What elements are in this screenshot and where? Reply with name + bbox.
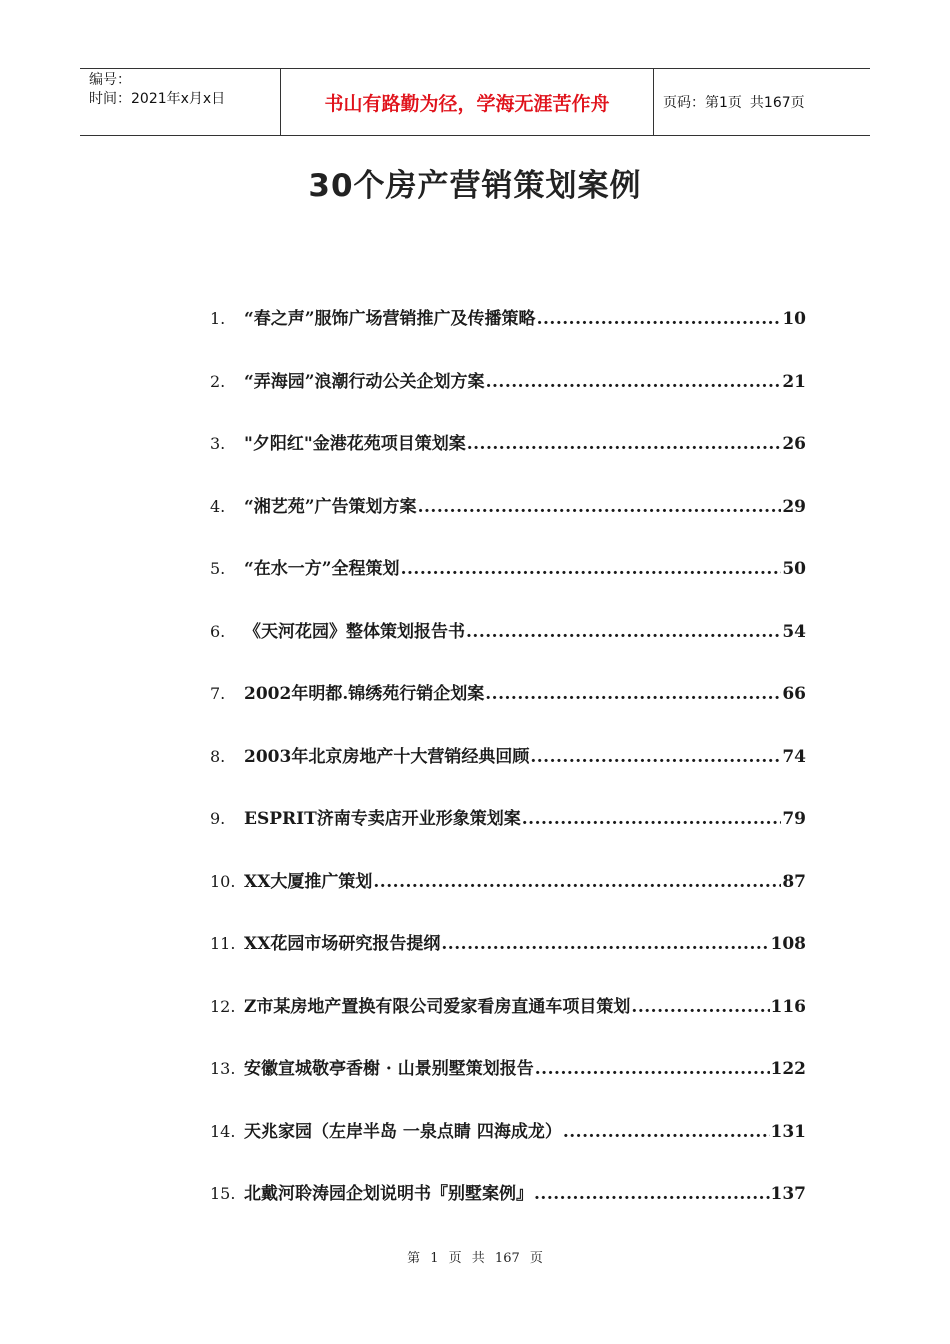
- toc-dot-leader: [466, 622, 781, 642]
- toc-dot-leader: [401, 559, 782, 579]
- toc-dot-leader: [467, 434, 782, 454]
- toc-entry-title: "夕阳红"金港花苑项目策划案: [244, 434, 466, 454]
- toc-entry[interactable]: [210, 867, 806, 930]
- toc-dot-leader: [486, 372, 782, 392]
- toc-entry-page: 87: [782, 871, 806, 892]
- toc-entry-page: 29: [782, 496, 806, 517]
- toc-entry[interactable]: [210, 804, 806, 867]
- header-page-label: 页码：第1页: [663, 95, 742, 111]
- toc-entry[interactable]: [210, 992, 806, 1055]
- page-header: [80, 68, 870, 136]
- toc-entry-number: 3.: [210, 434, 226, 453]
- toc-entry[interactable]: [210, 554, 806, 617]
- toc-entry-number: 14.: [210, 1121, 236, 1141]
- toc-dot-leader: [418, 497, 782, 517]
- toc-entry-number: 10.: [210, 871, 236, 891]
- toc-entry-title: “春之声”服饰广场营销推广及传播策略: [244, 309, 536, 329]
- toc-entry-title: 《天河花园》整体策划报告书: [244, 621, 465, 642]
- toc-entry-page: 79: [782, 809, 806, 829]
- toc-entry-page: 74: [782, 746, 806, 767]
- toc-entry-page: 137: [770, 1184, 806, 1204]
- toc-entry-title: “弄海园”浪潮行动公关企划方案: [244, 371, 485, 392]
- toc-entry-page: 108: [770, 934, 806, 954]
- toc-entry[interactable]: [210, 1054, 806, 1117]
- toc-entry-title: 2002年明都.锦绣苑行销企划案: [244, 684, 485, 704]
- header-total-label: 共167页: [749, 95, 805, 111]
- toc-dot-leader: [534, 1184, 770, 1204]
- toc-entry-number: 2.: [210, 371, 226, 391]
- toc-entry-page: 21: [782, 371, 806, 392]
- toc-entry-number: 8.: [210, 746, 226, 766]
- toc-entry-number: 5.: [210, 559, 226, 578]
- toc-dot-leader: [563, 1122, 770, 1142]
- toc-dot-leader: [522, 809, 782, 829]
- toc-entry[interactable]: [210, 617, 806, 680]
- toc-entry-number: 4.: [210, 496, 226, 516]
- toc-entry-title: XX大厦推广策划: [244, 871, 373, 892]
- header-number-label: 编号：: [89, 72, 131, 88]
- toc-entry[interactable]: [210, 367, 806, 430]
- toc-entry[interactable]: [210, 429, 806, 492]
- toc-entry-title: Z市某房地产置换有限公司爱家看房直通车项目策划: [244, 996, 631, 1017]
- header-motto: 书山有路勤为径，学海无涯苦作舟: [281, 69, 654, 135]
- toc-dot-leader: [535, 1059, 770, 1079]
- toc-entry[interactable]: [210, 1117, 806, 1180]
- toc-entry-page: 122: [770, 1059, 806, 1079]
- table-of-contents: [210, 304, 806, 1242]
- toc-entry[interactable]: [210, 742, 806, 805]
- toc-entry-page: 131: [770, 1121, 806, 1142]
- toc-entry-number: 1.: [210, 309, 226, 328]
- document-title: 30个房产营销策划案例: [308, 168, 642, 204]
- toc-entry-title: “在水一方”全程策划: [244, 559, 400, 579]
- toc-entry-title: 北戴河聆涛园企划说明书『别墅案例』: [244, 1184, 533, 1204]
- toc-entry-number: 11.: [210, 934, 236, 953]
- toc-dot-leader: [441, 934, 769, 954]
- toc-entry-number: 13.: [210, 1059, 236, 1078]
- toc-entry[interactable]: [210, 492, 806, 555]
- toc-dot-leader: [537, 309, 782, 329]
- toc-entry-title: ESPRIT济南专卖店开业形象策划案: [244, 809, 521, 829]
- toc-entry[interactable]: [210, 929, 806, 992]
- toc-dot-leader: [530, 747, 781, 767]
- page-footer: 第 1 页 共 167 页: [407, 1251, 543, 1266]
- toc-entry-page: 66: [782, 684, 806, 704]
- toc-entry[interactable]: [210, 304, 806, 367]
- toc-entry-page: 116: [770, 996, 806, 1017]
- toc-entry-title: XX花园市场研究报告提纲: [244, 934, 441, 954]
- toc-dot-leader: [485, 684, 781, 704]
- toc-entry-page: 26: [782, 434, 806, 454]
- header-page-info: [654, 69, 870, 135]
- toc-entry-page: 10: [782, 309, 806, 329]
- toc-entry-number: 12.: [210, 996, 236, 1016]
- toc-entry-number: 9.: [210, 809, 226, 828]
- toc-entry-title: 2003年北京房地产十大营销经典回顾: [244, 746, 530, 767]
- toc-entry[interactable]: [210, 679, 806, 742]
- toc-entry-title: 天兆家园（左岸半岛 一泉点睛 四海成龙）: [244, 1121, 562, 1142]
- header-time-label: 时间：2021年x月x日: [89, 91, 226, 107]
- header-meta: [80, 69, 281, 135]
- toc-entry-page: 54: [782, 621, 806, 642]
- toc-dot-leader: [373, 872, 781, 892]
- toc-entry-title: 安徽宣城敬亭香榭 · 山景别墅策划报告: [244, 1059, 534, 1079]
- toc-entry-number: 7.: [210, 684, 226, 703]
- toc-entry-number: 6.: [210, 621, 226, 641]
- toc-entry[interactable]: [210, 1179, 806, 1242]
- toc-dot-leader: [631, 997, 769, 1017]
- toc-entry-page: 50: [782, 559, 806, 579]
- toc-entry-title: “湘艺苑”广告策划方案: [244, 496, 417, 517]
- toc-entry-number: 15.: [210, 1184, 236, 1203]
